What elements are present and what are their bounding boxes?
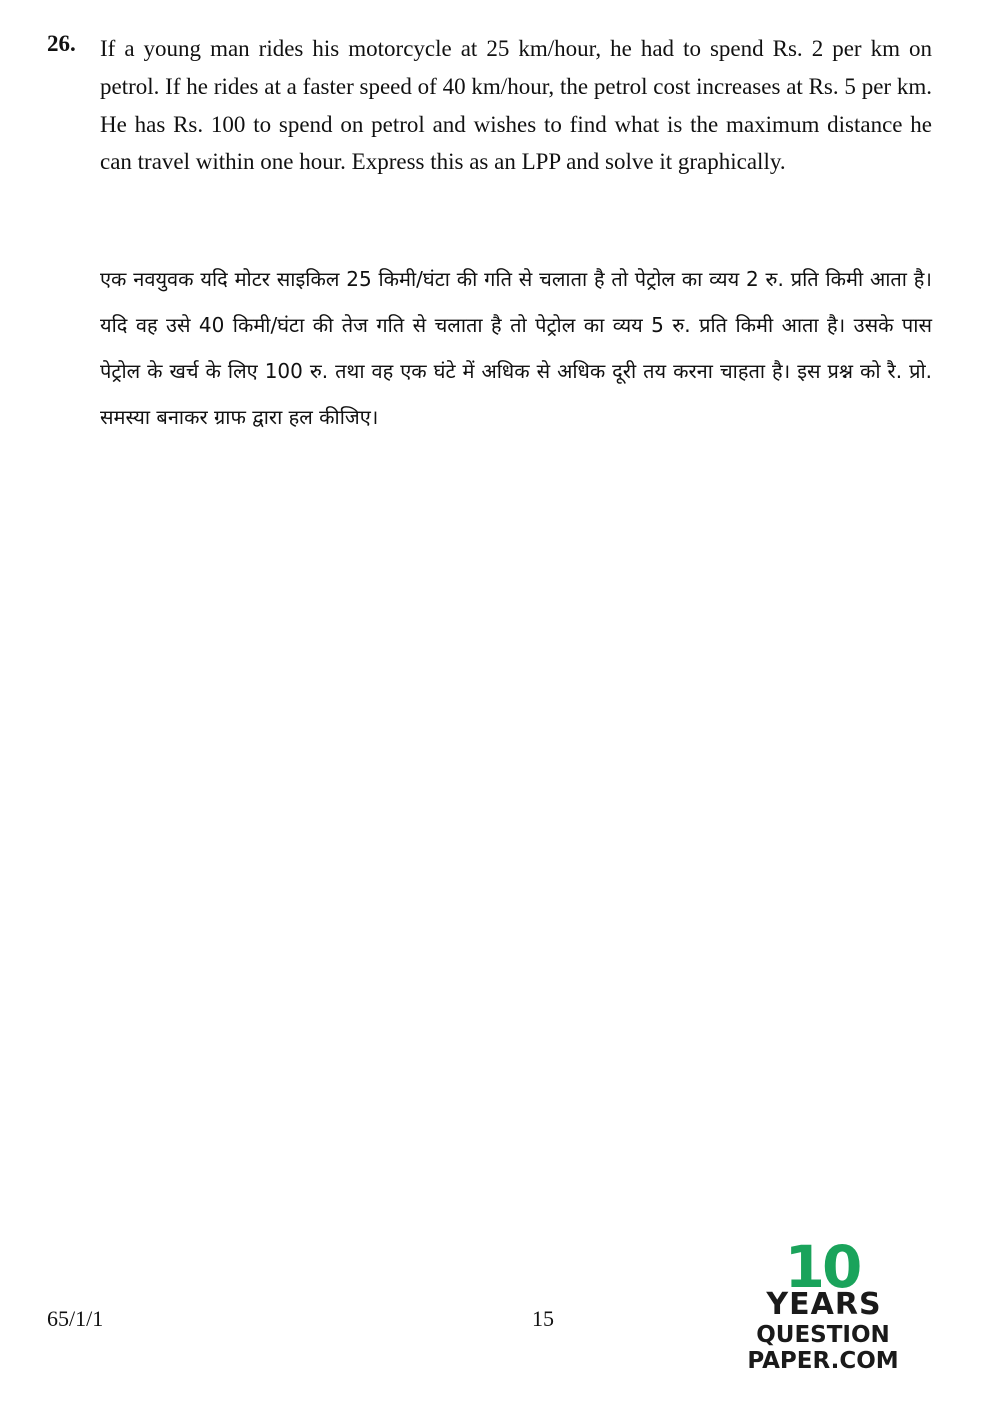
question-text-english: If a young man rides his motorcycle at 25 km/hour, he had to spend Rs. 2 per km on petrol. If he rides at a faster speed of 40 km/hour, the petrol cost increases at Rs. 5 per km. He has Rs. 100 to spend on petrol and wishes to find what is the maximum distance he can travel within one hour. Express this as an LPP and solve it graphically. [100, 36, 932, 175]
paper-code: 65/1/1 [47, 1306, 104, 1331]
watermark-site: QUESTION PAPER.COM [747, 1322, 899, 1374]
page-number: 15 [532, 1306, 554, 1331]
question-text-hindi: एक नवयुवक यदि मोटर साइकिल 25 किमी/घंटा की गति से चलाता है तो पेट्रोल का व्यय 2 रु. प्रति किमी आता है। यदि वह उसे 40 किमी/घंटा की तेज गति से चलाता है तो पेट्रोल का व्यय 5 रु. प्रति किमी आता है। उसके पास पेट्रोल के खर्च के लिए 100 रु. तथा वह एक घंटे में अधिक से अधिक दूरी तय करना चाहता है। इस प्रश्न को रै. प्रो. समस्या बनाकर ग्राफ द्वारा हल कीजिए। [100, 267, 932, 429]
watermark-years: YEARS [766, 1287, 882, 1322]
watermark-number: 10 [784, 1233, 860, 1301]
question-number: 26. [47, 31, 76, 56]
watermark-logo [692, 1233, 954, 1374]
